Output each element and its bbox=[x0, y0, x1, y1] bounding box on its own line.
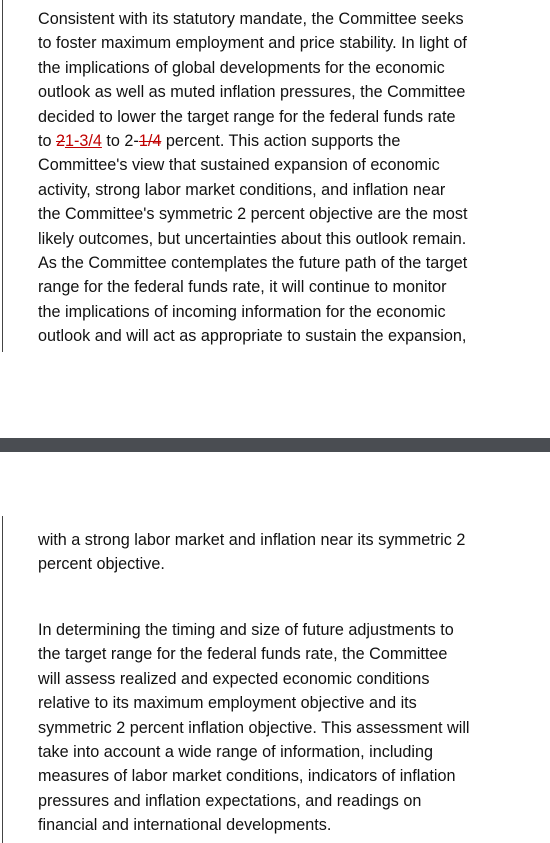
text-line: Consistent with its statutory mandate, the Committee seeks bbox=[38, 10, 464, 28]
inserted-text: 1-3/4 bbox=[65, 131, 102, 150]
text-line: the Committee's symmetric 2 percent objective are the most bbox=[38, 205, 468, 224]
text-line: Committee's view that sustained expansion of economic bbox=[38, 156, 440, 175]
text-line: outlook and will act as appropriate to sustain the expansion, bbox=[38, 327, 467, 346]
text-line: range for the federal funds rate, it will continue to monitor bbox=[38, 278, 447, 297]
text-line-revised bbox=[38, 129, 533, 153]
text-line: likely outcomes, but uncertainties about this outlook remain. bbox=[38, 229, 467, 248]
text-line: percent objective. bbox=[38, 555, 165, 574]
text-line: As the Committee contemplates the future path of the target bbox=[38, 253, 468, 272]
text-line: financial and international developments. bbox=[38, 816, 332, 835]
text-line: relative to its maximum employment objective and its bbox=[38, 694, 417, 713]
margin-rule bbox=[2, 0, 3, 352]
text-line: the target range for the federal funds rate, the Committee bbox=[38, 645, 448, 664]
text-line: will assess realized and expected economic conditions bbox=[38, 669, 430, 688]
text-line: to foster maximum employment and price stability. In light of bbox=[38, 34, 467, 53]
page-separator bbox=[0, 438, 550, 452]
text-line: outlook as well as muted inflation pressures, the Committee bbox=[38, 83, 466, 102]
text-line: pressures and inflation expectations, and readings on bbox=[38, 791, 422, 810]
text-line: the implications of incoming information for the economic bbox=[38, 302, 446, 321]
policy-paragraph-1 bbox=[38, 7, 533, 348]
deleted-text: 1/4 bbox=[138, 131, 162, 150]
text-line: measures of labor market conditions, indicators of inflation bbox=[38, 767, 456, 786]
text-line: the implications of global developments for the economic bbox=[38, 58, 445, 77]
deleted-text: 2 bbox=[56, 131, 66, 150]
text-line: symmetric 2 percent inflation objective. This assessment will bbox=[38, 718, 470, 737]
text-fragment: to 2- bbox=[101, 131, 139, 150]
text-line: with a strong labor market and inflation near its symmetric 2 bbox=[38, 531, 466, 549]
text-line: activity, strong labor market conditions, and inflation near bbox=[38, 180, 446, 199]
policy-paragraph-2 bbox=[38, 528, 533, 577]
text-line: In determining the timing and size of future adjustments to bbox=[38, 621, 454, 639]
margin-rule bbox=[2, 516, 3, 843]
policy-paragraph-3 bbox=[38, 618, 533, 838]
text-fragment: percent. This action supports the bbox=[161, 131, 401, 150]
text-line: decided to lower the target range for the federal funds rate bbox=[38, 107, 456, 126]
text-fragment: to bbox=[38, 131, 56, 150]
text-line: take into account a wide range of information, including bbox=[38, 742, 434, 761]
